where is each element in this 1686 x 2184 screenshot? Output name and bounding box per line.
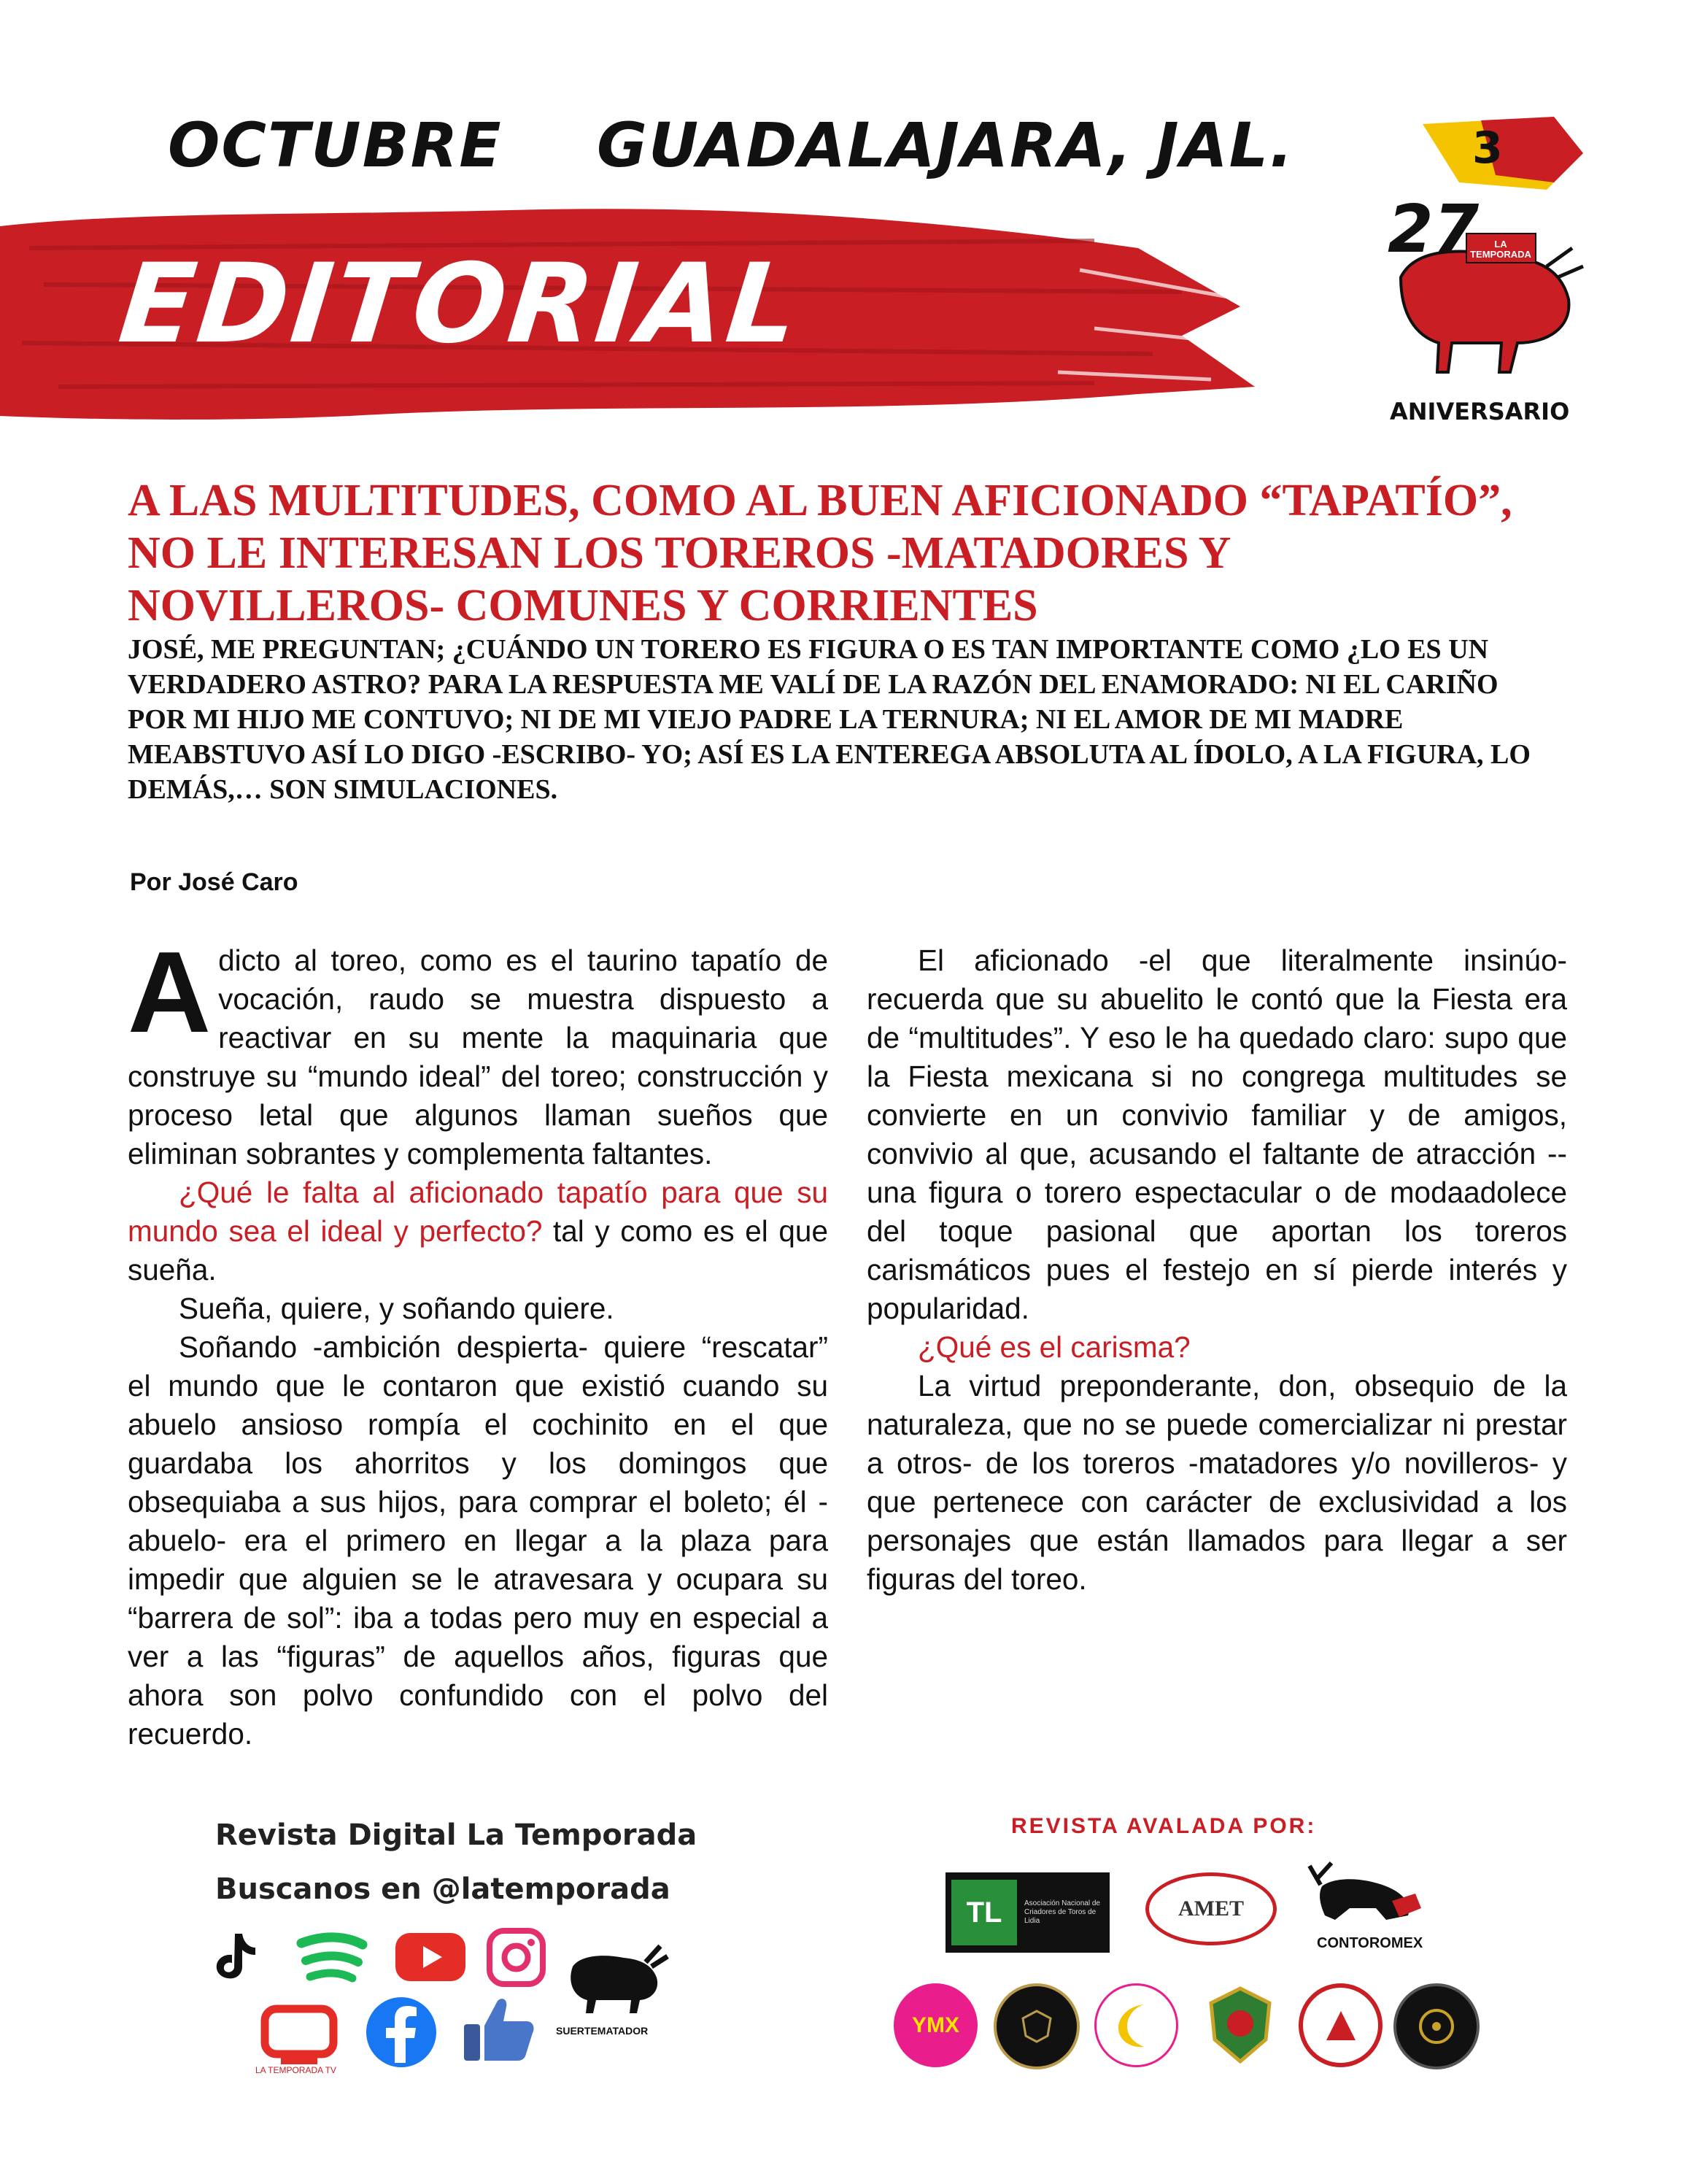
instagram-icon[interactable] — [485, 1926, 547, 1988]
issue-city: GUADALAJARA, JAL. — [597, 109, 1295, 181]
latemporada-tv-icon[interactable] — [259, 2003, 339, 2069]
moon-icon — [1111, 2000, 1162, 2051]
paragraph: El aficionado -el que literalmente insinúo- recuerda que su abuelito le contó que la Fiesta era de “multitudes”. Y eso le ha quedado claro: supo que la Fiesta mexicana si no congrega multitudes se convierte en un convivio familiar y de amigos, convivio al que, acusando el faltante de atracción --una figura o torero espectacular o de modaadolece del toque pasional que aportan los toreros carismáticos pues el festejo en sí pierde interés y popularidad. — [867, 944, 1567, 1325]
ymx-badge[interactable] — [894, 1983, 978, 2067]
anc-logo[interactable]: TL Asociación Nacional de Criadores de Toros de Lidia — [946, 1872, 1110, 1953]
sponsor-badge-dark-2[interactable] — [1393, 1983, 1480, 2069]
article-column-right — [867, 941, 1567, 1599]
paragraph: Sueña, quiere, y soñando quiere. — [179, 1292, 614, 1325]
ymx-badge-text: YMX — [911, 2013, 959, 2037]
issue-month: OCTUBRE — [168, 109, 503, 181]
logo-caption: ANIVERSARIO — [1390, 398, 1570, 425]
contoromex-caption: CONTOROMEX — [1317, 1935, 1423, 1951]
suerte-matador-icon[interactable] — [558, 1937, 668, 2018]
page-number: 3 — [1472, 123, 1503, 174]
social-handle[interactable]: Buscanos en @latemporada — [215, 1872, 670, 1906]
question-highlight: ¿Qué es el carisma? — [918, 1330, 1191, 1364]
section-title: EDITORIAL — [113, 241, 807, 368]
contoromex-bull-icon[interactable] — [1306, 1857, 1423, 1934]
sponsor-badge-moon[interactable] — [1094, 1983, 1178, 2067]
latemporada-tv-caption: LA TEMPORADA TV — [255, 2065, 336, 2075]
suerte-matador-caption: SUERTEMATADOR — [556, 2025, 649, 2037]
paragraph-text: dicto al toreo, como es el taurino tapatío de vocación, raudo se muestra dispuesto a reactivar en su mente la maquinaria que construye su “mundo ideal” del toreo; construcción y proceso letal que algunos llaman sueños que eliminan sobrantes y complementa faltantes. — [128, 944, 828, 1170]
youtube-icon[interactable] — [394, 1930, 467, 1985]
magazine-name: Revista Digital La Temporada — [215, 1818, 697, 1852]
tiktok-icon[interactable] — [213, 1930, 257, 1981]
paragraph — [867, 1328, 1567, 1367]
article-column-left — [128, 928, 828, 1751]
paragraph — [128, 1173, 828, 1289]
byline: Por José Caro — [130, 868, 298, 896]
facebook-icon[interactable] — [365, 1996, 438, 2069]
sponsor-badge-red-ring[interactable] — [1299, 1983, 1383, 2067]
endorsed-by-label: REVISTA AVALADA POR: — [1011, 1814, 1317, 1838]
paragraph: Soñando -ambición despierta- quiere “rescatar” el mundo que le contaron que existió cuando su abuelo ansioso rompía el cochinito en el que guardaba los ahorritos y los domingos que obsequiaba a sus hijos, para comprar el boleto; él -abuelo- era el primero en llegar a la plaza para impedir que alguien se le atravesara y ocupara su “barrera de sol”: iba a todas pero muy en especial a ver a las “figuras” de aquellos años, figuras que ahora son polvo confundido con el polvo del recuerdo. — [128, 1330, 828, 1751]
spotify-icon[interactable] — [295, 1930, 368, 1988]
coat-of-arms-icon — [1196, 1981, 1284, 2069]
paragraph-text: tal y como es el que sueña. — [128, 1214, 828, 1286]
sponsor-badge-crest[interactable] — [1189, 1977, 1291, 2072]
sponsor-badge-dark-1[interactable] — [994, 1983, 1080, 2069]
matador-icon — [1319, 2004, 1363, 2048]
logo-number: 27 — [1388, 191, 1480, 268]
amet-logo-text: AMET — [1178, 1896, 1244, 1921]
paragraph — [128, 928, 828, 1173]
paragraph: La virtud preponderante, don, obsequio de la naturaleza, que no se puede comercializar ni prestar a otros- de los toreros -matadores y/o novilleros- y que pertenece con carácter de exclusividad a los personajes que están llamados para llegar a ser figuras del toreo. — [867, 1369, 1567, 1596]
gold-leaves-icon — [1411, 2001, 1462, 2052]
question-highlight: ¿Qué le falta al aficionado tapatío para que su mundo sea el ideal y perfecto? — [128, 1176, 828, 1248]
crest-icon — [1018, 2008, 1055, 2045]
article-deck: JOSÉ, ME PREGUNTAN; ¿CUÁNDO UN TORERO ES FIGURA O ES TAN IMPORTANTE COMO ¿LO ES UN VERDADERO ASTRO? PARA LA RESPUESTA ME VALÍ DE LA RAZÓN DEL ENAMORADO: NI EL CARIÑO POR MI HIJO ME CONTUVO; NI DE MI VIEJO PADRE LA TERNURA; NI EL AMOR DE MI MADRE MEABSTUVO ASÍ LO DIGO -ESCRIBO- YO; ASÍ ES LA ENTEREGA ABSOLUTA AL ÍDOLO, A LA FIGURA, LO DEMÁS,… SON SIMULACIONES. — [128, 634, 1531, 805]
logo-ribbon: LA TEMPORADA — [1470, 239, 1531, 260]
anc-caption: Asociación Nacional de Criadores de Toros de Lidia — [1024, 1899, 1100, 1925]
amet-logo[interactable] — [1145, 1872, 1277, 1945]
article-title: A LAS MULTITUDES, COMO AL BUEN AFICIONADO “TAPATÍO”, NO LE INTERESAN LOS TOREROS -MATADORES Y NOVILLEROS- COMUNES Y CORRIENTES — [128, 476, 1512, 630]
drop-cap: A — [128, 928, 212, 1057]
like-icon[interactable] — [460, 1992, 536, 2065]
